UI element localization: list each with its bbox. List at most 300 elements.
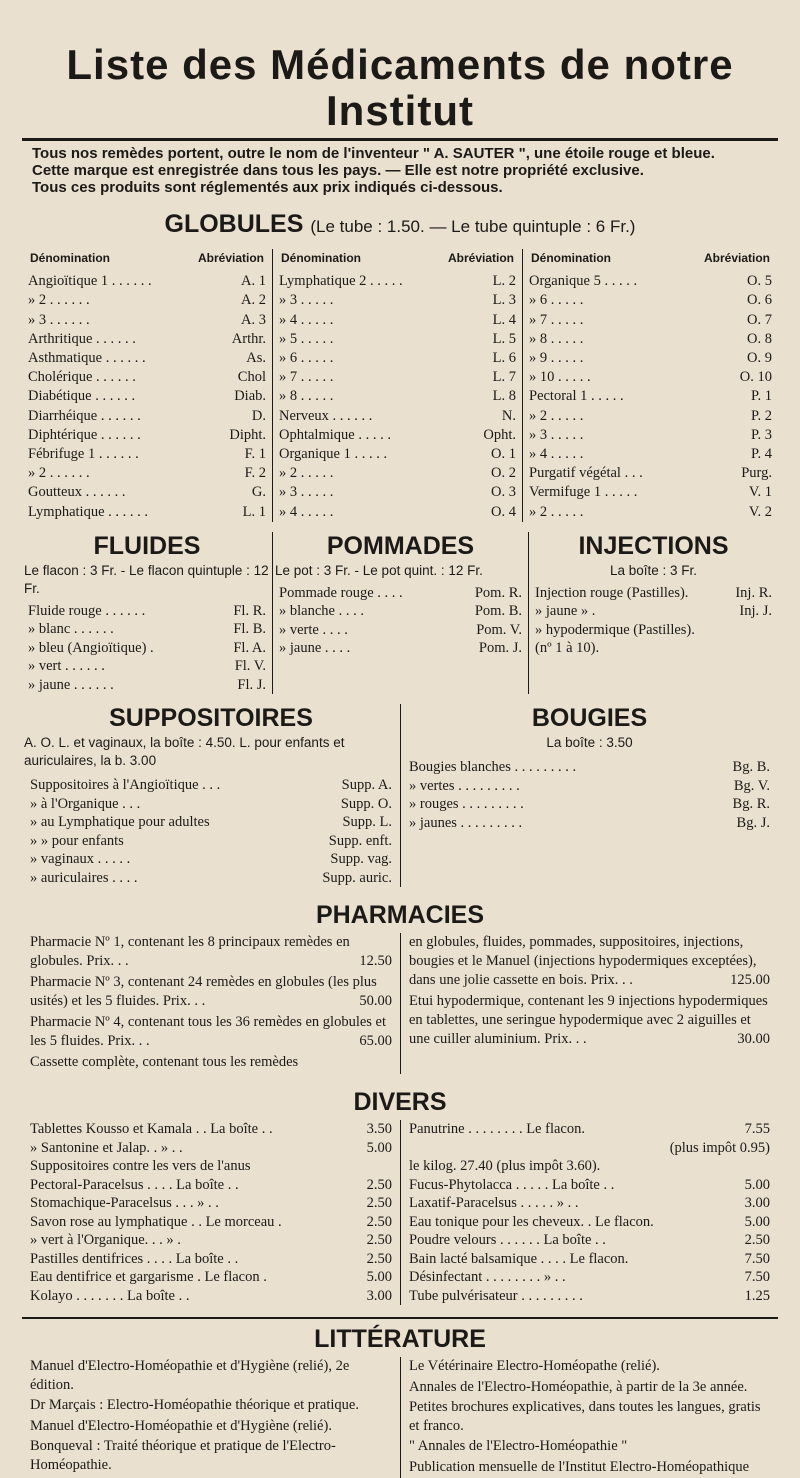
item-price: 2.50 <box>744 1232 770 1249</box>
item-abbreviation: N. <box>501 407 516 424</box>
item-name: Eau dentifrice et gargarisme . Le flacon . <box>30 1269 267 1286</box>
litterature-right <box>400 1357 778 1478</box>
injections-section <box>528 532 778 695</box>
list-item <box>409 795 770 814</box>
item-abbreviation: Purg. <box>741 465 772 482</box>
item-abbreviation: D. <box>251 407 266 424</box>
list-item <box>30 1250 392 1269</box>
list-item <box>30 1139 392 1158</box>
item-abbreviation: Fl. A. <box>233 639 266 656</box>
item-price: 7.55 <box>744 1121 770 1138</box>
item-abbreviation: L. 4 <box>492 311 516 328</box>
list-item <box>279 407 516 426</box>
item-name: » 4 . . . . . <box>279 503 334 520</box>
list-item <box>28 676 266 695</box>
list-item <box>279 445 516 464</box>
item-name: Goutteux . . . . . . <box>28 484 126 501</box>
header-abbr: Abréviation <box>447 251 514 265</box>
item-name: » 8 . . . . . <box>529 330 584 347</box>
item-name: Diabétique . . . . . . <box>28 388 136 405</box>
list-item <box>279 330 516 349</box>
globules-rows <box>529 272 772 522</box>
item-abbreviation: Pom. V. <box>476 621 522 638</box>
item-name: » 2 . . . . . . <box>28 292 90 309</box>
divers-left <box>22 1120 400 1305</box>
item-abbreviation: Fl. R. <box>233 602 266 619</box>
list-item <box>30 850 392 869</box>
item-price: 7.50 <box>744 1269 770 1286</box>
item-name: le kilog. 27.40 (plus impôt 3.60). <box>409 1158 601 1175</box>
item-name: Lymphatique 2 . . . . . <box>279 273 403 290</box>
item-name: Cholérique . . . . . . <box>28 369 136 386</box>
item-price: 2.50 <box>366 1232 392 1249</box>
item-abbreviation: O. 9 <box>747 350 772 367</box>
list-item <box>28 272 266 291</box>
item-name: » auriculaires . . . . <box>30 869 138 886</box>
item-abbreviation: Bg. B. <box>732 759 770 776</box>
bougies-subtitle: La boîte : 3.50 <box>546 735 633 751</box>
list-item <box>279 291 516 310</box>
item-abbreviation: Fl. B. <box>233 621 266 638</box>
item-price <box>388 1157 392 1176</box>
book-entry: Manuel d'Electro-Homéopathie et d'Hygiène (relié), 2e édition. <box>30 1358 350 1393</box>
list-item <box>529 368 772 387</box>
item-name: » bleu (Angioïtique) . <box>28 639 154 656</box>
globules-section-title <box>22 210 778 241</box>
book-entry: " Annales de l'Electro-Homéopathie " <box>409 1438 628 1455</box>
list-item <box>279 621 522 640</box>
item-name: » au Lymphatique pour adultes <box>30 814 210 831</box>
item-abbreviation: Supp. L. <box>342 814 392 831</box>
list-item <box>28 330 266 349</box>
item-name: » jaunes . . . . . . . . . <box>409 814 523 831</box>
item-abbreviation: Supp. A. <box>341 777 392 794</box>
item-name: Bougies blanches . . . . . . . . . <box>409 759 577 776</box>
pommades-list <box>273 584 528 658</box>
suppositoires-section <box>22 704 400 887</box>
item-abbreviation: Pom. B. <box>474 603 522 620</box>
item-abbreviation: A. 2 <box>241 292 266 309</box>
item-price: 2.50 <box>366 1195 392 1212</box>
pharmacies-right <box>400 933 778 1074</box>
pharmacy-entry <box>30 973 392 1011</box>
suppositoires-bougies <box>22 704 778 887</box>
pharmacies-left <box>22 933 400 1074</box>
item-name: Organique 5 . . . . . <box>529 273 638 290</box>
intro-line: Tous nos remèdes portent, outre le nom de l'inventeur " A. SAUTER ", une étoile rouge et bleue. <box>32 145 715 162</box>
list-item <box>409 1194 770 1213</box>
item-name: » blanc . . . . . . <box>28 621 114 638</box>
item-abbreviation <box>768 639 772 658</box>
list-item <box>28 387 266 406</box>
item-name: » 10 . . . . . <box>529 369 591 386</box>
item-name: Fluide rouge . . . . . . <box>28 602 146 619</box>
litterature-left <box>22 1357 400 1478</box>
item-name: » vertes . . . . . . . . . <box>409 777 520 794</box>
item-name: » 6 . . . . . <box>529 292 584 309</box>
divers-section <box>22 1120 778 1305</box>
item-name: Laxatif-Paracelsus . . . . . » . . <box>409 1195 579 1212</box>
item-name: » à l'Organique . . . <box>30 795 141 812</box>
entry-text: Etui hypodermique, contenant les 9 injections hypodermiques en tablettes, une seringue hypodermique avec 2 aiguilles et une cuiller aluminium. Prix. . . <box>409 993 768 1048</box>
item-abbreviation: Diab. <box>234 388 266 405</box>
bougies-title: BOUGIES <box>531 704 648 733</box>
book-entry: Petites brochures explicatives, dans toutes les langues, gratis et franco. <box>409 1399 761 1434</box>
list-item <box>28 349 266 368</box>
item-name: » blanche . . . . <box>279 603 364 620</box>
item-abbreviation: Pom. J. <box>478 640 522 657</box>
pharmacies-section <box>22 933 778 1074</box>
list-item <box>30 1213 392 1232</box>
list-item <box>279 368 516 387</box>
item-name: Suppositoires contre les vers de l'anus <box>30 1158 251 1175</box>
list-item <box>409 1120 770 1139</box>
entry-price: 30.00 <box>737 1031 770 1048</box>
list-item <box>535 639 772 658</box>
globules-header <box>529 249 772 272</box>
list-item <box>529 311 772 330</box>
item-abbreviation: Arthr. <box>231 330 266 347</box>
list-item <box>529 445 772 464</box>
item-name: » 8 . . . . . <box>279 388 334 405</box>
item-name: » 3 . . . . . <box>279 292 334 309</box>
item-abbreviation: A. 1 <box>241 273 266 290</box>
item-name: » 7 . . . . . <box>529 311 584 328</box>
pharmacy-entry <box>409 933 770 990</box>
list-item <box>529 464 772 483</box>
entry-text: en globules, fluides, pommades, suppositoires, injections, bougies et le Manuel (injections hypodermiques exceptées), dans une jolie cassette en bois. Prix. . . <box>409 934 757 989</box>
item-name: » vert à l'Organique. . . » . <box>30 1232 181 1249</box>
item-abbreviation: O. 10 <box>739 369 772 386</box>
item-price: 3.50 <box>366 1121 392 1138</box>
item-name: » rouges . . . . . . . . . <box>409 796 524 813</box>
list-item <box>409 1287 770 1306</box>
item-name: Tablettes Kousso et Kamala . . La boîte . . <box>30 1121 273 1138</box>
item-abbreviation: P. 2 <box>751 407 772 424</box>
item-name: » 3 . . . . . <box>529 426 584 443</box>
bougies-section <box>400 704 778 887</box>
item-name: Fébrifuge 1 . . . . . . <box>28 446 139 463</box>
item-abbreviation: Dipht. <box>229 426 266 443</box>
header-name: Dénomination <box>531 251 611 265</box>
list-item <box>28 657 266 676</box>
item-name: » 4 . . . . . <box>529 446 584 463</box>
injections-list <box>529 584 778 658</box>
list-item <box>28 426 266 445</box>
item-price: 7.50 <box>744 1250 770 1267</box>
item-abbreviation: As. <box>246 350 266 367</box>
item-price: 3.00 <box>744 1195 770 1212</box>
list-item <box>279 503 516 522</box>
item-name: Diarrhéique . . . . . . <box>28 407 141 424</box>
list-item <box>529 291 772 310</box>
item-abbreviation: F. 1 <box>244 446 266 463</box>
book-entry: Dr Marçais : Electro-Homéopathie théorique et pratique. <box>30 1397 359 1414</box>
list-item <box>28 291 266 310</box>
globules-column <box>522 249 778 522</box>
pharmacy-entry <box>30 1053 392 1072</box>
item-name: (nº 1 à 10). <box>535 640 600 657</box>
list-item <box>28 311 266 330</box>
item-name: Pectoral 1 . . . . . <box>529 388 624 405</box>
list-item <box>28 602 266 621</box>
item-abbreviation: V. 1 <box>748 484 772 501</box>
divers-right <box>409 1157 770 1305</box>
item-name: » 2 . . . . . <box>529 503 584 520</box>
list-item <box>529 407 772 426</box>
item-price: 5.00 <box>366 1139 392 1156</box>
item-name: » jaune . . . . . . <box>28 676 114 693</box>
fluides-title: FLUIDES <box>93 531 201 560</box>
item-name: » 2 . . . . . . <box>28 465 90 482</box>
item-price: 3.00 <box>366 1287 392 1304</box>
list-item <box>28 483 266 502</box>
item-abbreviation: Supp. vag. <box>330 851 392 868</box>
item-name: Kolayo . . . . . . . La boîte . . <box>30 1287 190 1304</box>
item-abbreviation: F. 2 <box>244 465 266 482</box>
item-name: Savon rose au lymphatique . . Le morceau . <box>30 1213 282 1230</box>
item-abbreviation: O. 1 <box>491 446 516 463</box>
item-abbreviation: Supp. auric. <box>322 869 392 886</box>
bougies-list <box>401 758 778 832</box>
item-name: Suppositoires à l'Angioïtique . . . <box>30 777 221 794</box>
entry-price: 50.00 <box>359 993 392 1010</box>
item-abbreviation: P. 3 <box>751 426 772 443</box>
item-name: Désinfectant . . . . . . . . » . . <box>409 1269 566 1286</box>
item-name: Panutrine . . . . . . . . Le flacon. <box>409 1121 585 1138</box>
divers-title: DIVERS <box>353 1088 447 1117</box>
globules-title: GLOBULES <box>164 210 304 238</box>
header-name: Dénomination <box>30 251 110 265</box>
item-name: Bain lacté balsamique . . . . Le flacon. <box>409 1250 629 1267</box>
list-item <box>28 503 266 522</box>
list-item <box>279 602 522 621</box>
pharmacy-entry <box>30 933 392 971</box>
item-abbreviation: L. 3 <box>492 292 516 309</box>
item-abbreviation: P. 1 <box>751 388 772 405</box>
list-item <box>28 368 266 387</box>
item-name: Injection rouge (Pastilles). <box>535 584 689 601</box>
header-abbr: Abréviation <box>703 251 770 265</box>
list-item <box>529 349 772 368</box>
list-item <box>30 832 392 851</box>
entry-text: Pharmacie Nº 1, contenant les 8 principaux remèdes en globules. Prix. . . <box>30 934 350 970</box>
item-price: 2.50 <box>366 1250 392 1267</box>
entry-text: Pharmacie Nº 3, contenant 24 remèdes en globules (les plus usités) et les 5 fluides. Prix. . . <box>30 974 377 1010</box>
item-name: Pectoral-Paracelsus . . . . La boîte . . <box>30 1176 239 1193</box>
item-name: » jaune » . <box>535 603 596 620</box>
list-item <box>409 1250 770 1269</box>
item-name: Pommade rouge . . . . <box>279 584 403 601</box>
list-item <box>30 869 392 888</box>
item-name: Organique 1 . . . . . <box>279 446 388 463</box>
list-item <box>279 426 516 445</box>
list-item <box>535 621 772 640</box>
item-abbreviation: Fl. V. <box>234 658 266 675</box>
pharmacy-entry <box>30 1013 392 1051</box>
item-abbreviation: L. 2 <box>492 273 516 290</box>
section-divider <box>22 1317 778 1319</box>
item-name: Angioïtique 1 . . . . . . <box>28 273 152 290</box>
header-abbr: Abréviation <box>197 251 264 265</box>
list-item <box>30 1287 392 1306</box>
item-name: Fucus-Phytolacca . . . . . La boîte . . <box>409 1176 615 1193</box>
item-name: » hypodermique (Pastilles). <box>535 621 695 638</box>
item-abbreviation: G. <box>251 484 266 501</box>
list-item <box>28 445 266 464</box>
item-price: 2.50 <box>366 1213 392 1230</box>
intro-line: Cette marque est enregistrée dans tous les pays. — Elle est notre propriété exclusive. <box>32 162 644 179</box>
book-entry: Annales de l'Electro-Homéopathie, à partir de la 3e année. <box>409 1378 748 1395</box>
item-price: 1.25 <box>744 1287 770 1304</box>
list-item <box>279 639 522 658</box>
injections-subtitle: La boîte : 3 Fr. <box>609 562 698 578</box>
globules-rows <box>28 272 266 522</box>
pommades-section <box>272 532 528 695</box>
globules-subtitle: (Le tube : 1.50. — Le tube quintuple : 6 Fr.) <box>310 217 636 236</box>
item-abbreviation: Supp. O. <box>340 795 392 812</box>
item-abbreviation: Bg. R. <box>732 796 770 813</box>
page-title: Liste des Médicaments de notre Institut <box>66 41 734 134</box>
item-name: » verte . . . . <box>279 621 348 638</box>
list-item <box>535 602 772 621</box>
item-abbreviation: L. 7 <box>492 369 516 386</box>
list-item <box>529 483 772 502</box>
list-item <box>409 1213 770 1232</box>
item-name: » 4 . . . . . <box>279 311 334 328</box>
item-name: » 7 . . . . . <box>279 369 334 386</box>
list-item <box>279 311 516 330</box>
fluides-pommades-injections <box>22 532 778 695</box>
list-item <box>409 1139 770 1158</box>
item-name: Stomachique-Paracelsus . . . » . . <box>30 1195 219 1212</box>
suppositoires-title: SUPPOSITOIRES <box>109 704 313 733</box>
item-abbreviation: Bg. J. <box>736 814 770 831</box>
item-name: Nerveux . . . . . . <box>279 407 373 424</box>
list-item <box>409 814 770 833</box>
item-price: 5.00 <box>366 1269 392 1286</box>
globules-table <box>22 249 778 522</box>
item-name: Tube pulvérisateur . . . . . . . . . <box>409 1287 583 1304</box>
item-abbreviation: A. 3 <box>241 311 266 328</box>
intro-line: Tous ces produits sont réglementés aux prix indiqués ci-dessous. <box>32 179 503 196</box>
item-name: » 3 . . . . . . <box>28 311 90 328</box>
list-item <box>279 272 516 291</box>
entry-price: 12.50 <box>359 953 392 970</box>
entry-price: 125.00 <box>730 972 770 989</box>
entry-price: 65.00 <box>359 1033 392 1050</box>
header-name: Dénomination <box>281 251 361 265</box>
list-item <box>30 1176 392 1195</box>
list-item <box>279 464 516 483</box>
book-entry: Bonqueval : Traité théorique et pratique de l'Electro-Homéopathie. <box>30 1438 336 1473</box>
list-item <box>28 639 266 658</box>
suppositoires-subtitle: A. O. L. et vaginaux, la boîte : 4.50. L. pour enfants et auriculaires, la b. 3.00 <box>24 735 345 769</box>
pommades-title: POMMADES <box>326 531 475 560</box>
book-entry: Le Vétérinaire Electro-Homéopathe (relié). <box>409 1358 660 1375</box>
item-abbreviation: L. 6 <box>492 350 516 367</box>
item-name: » Santonine et Jalap. . » . . <box>30 1139 183 1156</box>
list-item <box>409 758 770 777</box>
list-item <box>30 776 392 795</box>
item-name: Pastilles dentifrices . . . . La boîte . . <box>30 1250 239 1267</box>
list-item <box>409 1268 770 1287</box>
item-abbreviation: O. 7 <box>747 311 772 328</box>
item-abbreviation: Inj. J. <box>739 603 772 620</box>
item-name: Arthritique . . . . . . <box>28 330 136 347</box>
list-item <box>529 387 772 406</box>
item-abbreviation: Bg. V. <box>733 777 770 794</box>
list-item <box>409 777 770 796</box>
list-item <box>28 407 266 426</box>
item-name: » vert . . . . . . <box>28 658 105 675</box>
item-name: Eau tonique pour les cheveux. . Le flacon. <box>409 1213 654 1230</box>
globules-rows <box>279 272 516 522</box>
item-abbreviation: Pom. R. <box>474 584 522 601</box>
injections-title: INJECTIONS <box>578 531 729 560</box>
pharmacies-title: PHARMACIES <box>315 901 485 930</box>
globules-header <box>279 249 516 272</box>
item-name: » 2 . . . . . <box>529 407 584 424</box>
item-abbreviation: O. 8 <box>747 330 772 347</box>
fluides-subtitle: Le flacon : 3 Fr. - Le flacon quintuple : 12 Fr. <box>24 562 269 596</box>
item-name: » 3 . . . . . <box>279 484 334 501</box>
list-item <box>30 813 392 832</box>
list-item <box>28 620 266 639</box>
item-name: Poudre velours . . . . . . La boîte . . <box>409 1232 606 1249</box>
item-price: 5.00 <box>744 1176 770 1193</box>
list-item <box>30 1157 392 1176</box>
item-abbreviation: P. 4 <box>751 446 772 463</box>
list-item <box>535 584 772 603</box>
item-name: Diphtérique . . . . . . <box>28 426 141 443</box>
item-abbreviation: L. 1 <box>242 503 266 520</box>
pharmacy-entry <box>409 992 770 1049</box>
item-abbreviation: O. 2 <box>491 465 516 482</box>
item-abbreviation: Fl. J. <box>237 676 266 693</box>
fluides-list <box>22 602 272 695</box>
item-name: » 2 . . . . . <box>279 465 334 482</box>
list-item <box>30 1268 392 1287</box>
item-note: (plus impôt 0.95) <box>669 1139 770 1156</box>
list-item <box>30 795 392 814</box>
book-entry: Publication mensuelle de l'Institut Electro-Homéopathique <box>409 1458 750 1475</box>
list-item <box>409 1157 770 1176</box>
list-item <box>28 464 266 483</box>
item-name: Asthmatique . . . . . . <box>28 350 146 367</box>
pommades-subtitle: Le pot : 3 Fr. - Le pot quint. : 12 Fr. <box>275 562 483 578</box>
item-name: Ophtalmique . . . . . <box>279 426 391 443</box>
item-abbreviation: O. 3 <box>491 484 516 501</box>
item-name: Purgatif végétal . . . <box>529 465 643 482</box>
item-abbreviation <box>768 621 772 640</box>
list-item <box>279 387 516 406</box>
item-abbreviation: O. 4 <box>491 503 516 520</box>
globules-column <box>272 249 522 522</box>
intro-text <box>32 145 778 196</box>
list-item <box>279 349 516 368</box>
globules-column <box>22 249 272 522</box>
item-name: Lymphatique . . . . . . <box>28 503 149 520</box>
litterature-section <box>22 1357 778 1478</box>
item-name: » » pour enfants <box>30 832 124 849</box>
item-name: Vermifuge 1 . . . . . <box>529 484 638 501</box>
list-item <box>409 1176 770 1195</box>
list-item <box>529 426 772 445</box>
item-price: 2.50 <box>366 1176 392 1193</box>
divers-right-col <box>400 1120 778 1305</box>
list-item <box>529 503 772 522</box>
